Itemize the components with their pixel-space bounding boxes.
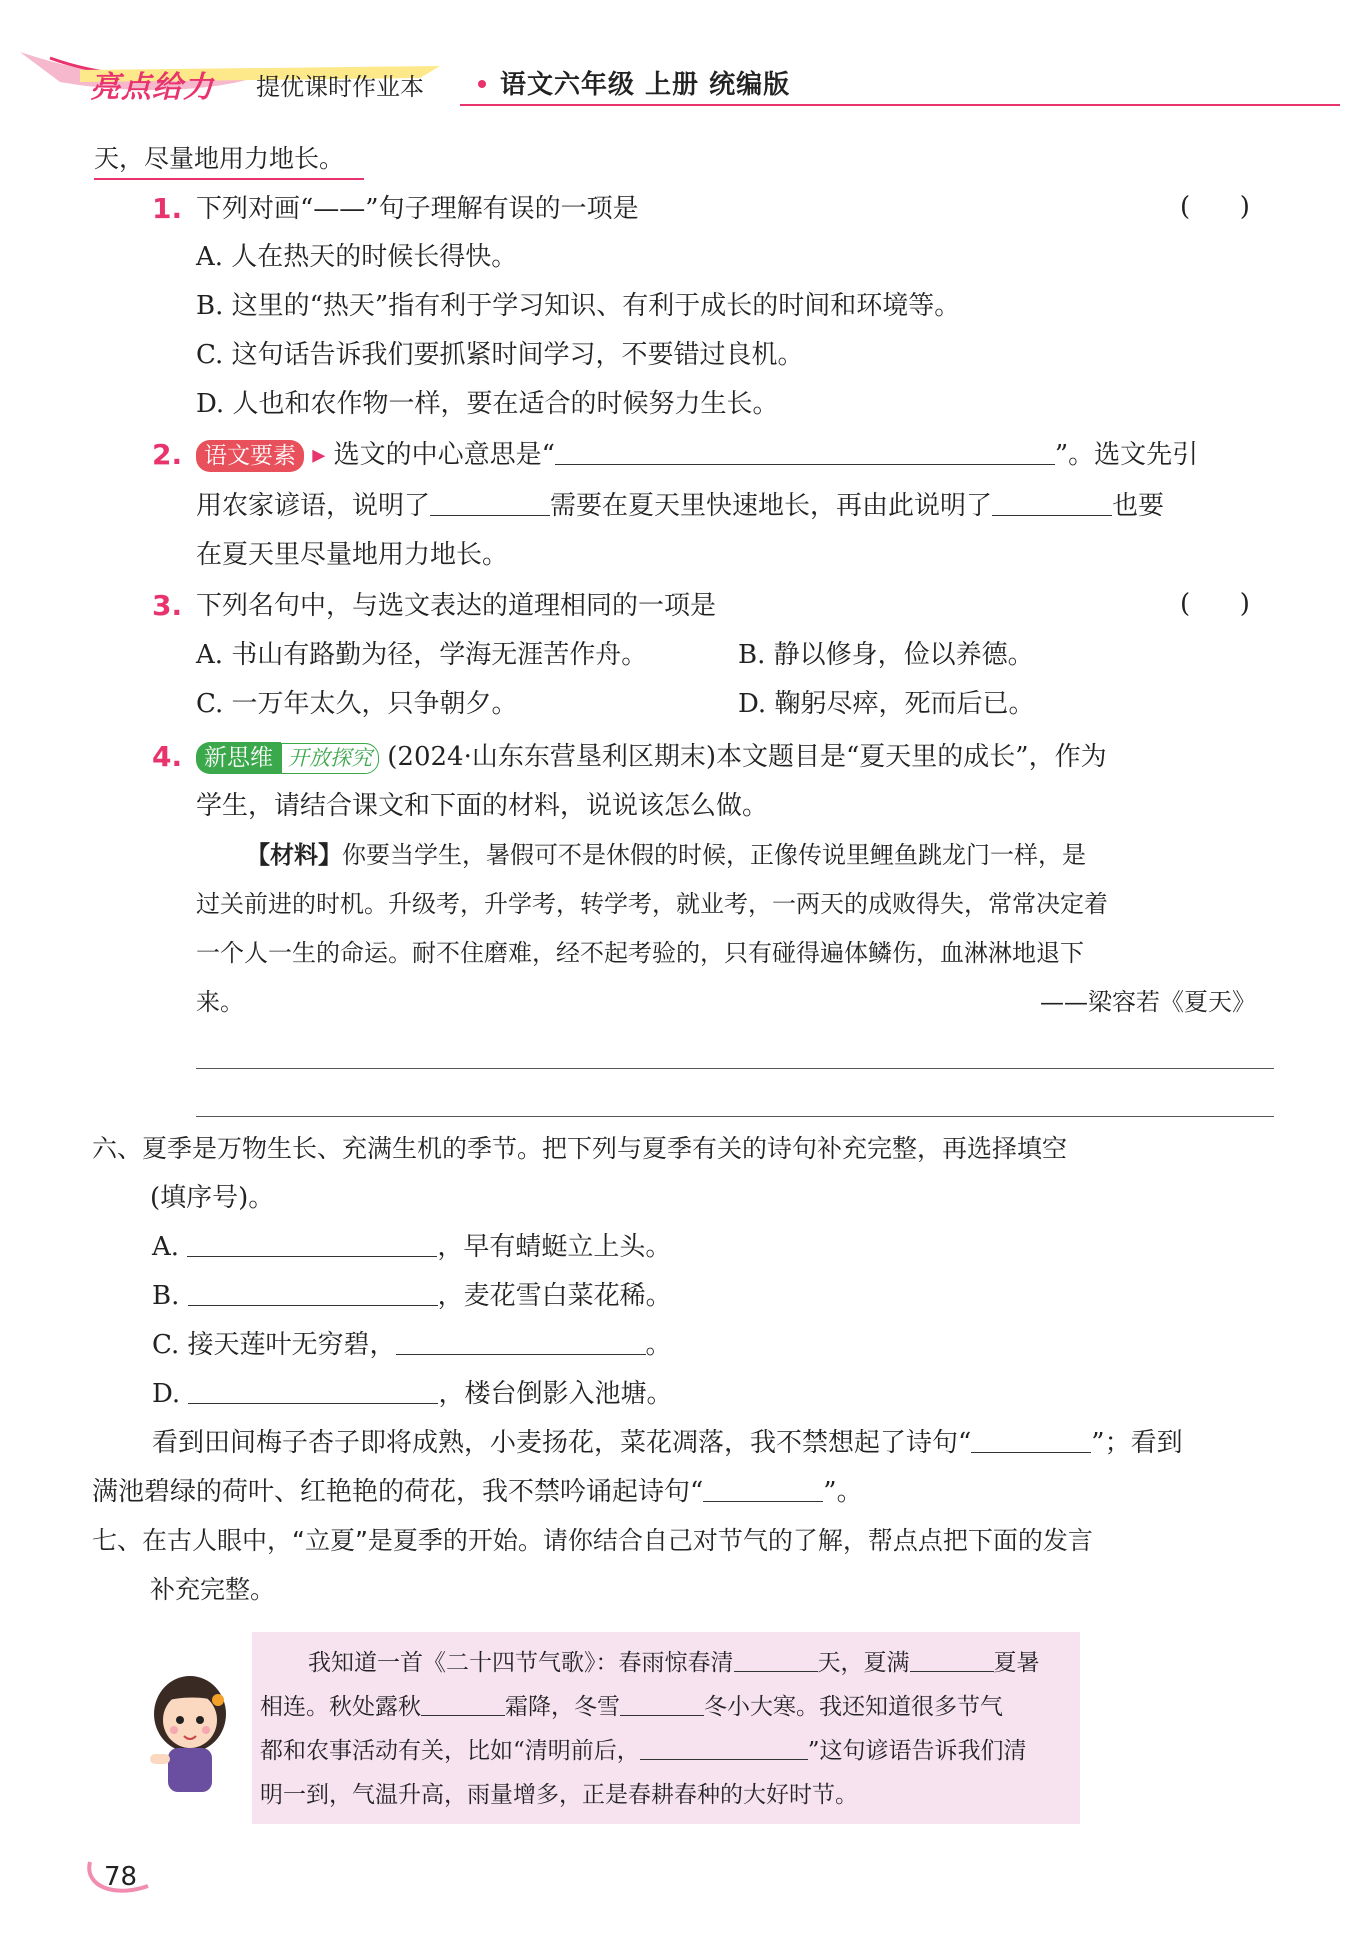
callout-blank-1[interactable] (734, 1649, 818, 1672)
callout-l3-a: 都和农事活动有关，比如“清明前后， (260, 1738, 640, 1764)
brand-subtitle: 提优课时作业本 (256, 73, 424, 101)
material-line2: 过关前进的时机。升级考，升学考，转学考，就业考，一两天的成败得失，常常决定着 (196, 890, 1108, 918)
q4-line1-text: (2024·山东东营垦利区期末)本文题目是“夏天里的成长”，作为 (387, 742, 1107, 772)
material-text-1: 你要当学生，暑假可不是休假的时候，正像传说里鲤鱼跳龙门一样，是 (342, 841, 1086, 869)
callout-l2-b: 霜降，冬雪 (505, 1694, 620, 1720)
answer-line-2[interactable] (196, 1116, 1274, 1117)
q2-blank-1[interactable] (430, 489, 550, 516)
speech-callout (252, 1632, 1080, 1824)
s6-d-tail: ，楼台倒影入池塘。 (438, 1379, 673, 1409)
q1-number: 1. (152, 192, 183, 225)
intro-underline (94, 178, 364, 180)
tag-new-thinking: 新思维 (196, 742, 281, 774)
callout-l2-a: 相连。秋处露秋 (260, 1694, 421, 1720)
q2-line3: 在夏天里尽量地用力地长。 (196, 540, 509, 570)
callout-blank-4[interactable] (620, 1693, 704, 1716)
s6-title-line1: 六、夏季是万物生长、充满生机的季节。把下列与夏季有关的诗句补充完整，再选择填空 (92, 1134, 1068, 1163)
material-line4: 来。 (196, 988, 244, 1016)
tag-arrow-icon: ▸ (312, 440, 326, 470)
header-rule (460, 104, 1340, 106)
callout-line1 (308, 1646, 1040, 1680)
q1-option-b: B. 这里的“热天”指有利于学习知识、有利于成长的时间和环境等。 (196, 291, 961, 321)
s6-p2-b: ”。 (823, 1477, 863, 1507)
callout-line3 (260, 1734, 1027, 1768)
q3-number: 3. (152, 589, 183, 622)
material-line1 (246, 838, 1086, 872)
s6-item-a (152, 1230, 671, 1264)
s7-title-line2: 补充完整。 (150, 1575, 276, 1604)
q2-line1-b: ”。选文先引 (1054, 440, 1199, 470)
s6-a-label: A. (152, 1232, 180, 1262)
s6-a-tail: ，早有蜻蜓立上头。 (437, 1232, 672, 1262)
material-label: 【材料】 (246, 841, 342, 869)
s6-b-tail: ，麦花雪白菜花稀。 (437, 1281, 672, 1311)
q4-number: 4. (152, 740, 183, 773)
avatar-girl-icon (140, 1662, 240, 1802)
s6-p1-a: 看到田间梅子杏子即将成熟，小麦扬花，菜花凋落，我不禁想起了诗句“ (152, 1428, 972, 1458)
callout-blank-3[interactable] (421, 1693, 505, 1716)
s6-item-c (152, 1328, 672, 1362)
page-header (20, 52, 1340, 112)
book-title: 语文六年级 上册 统编版 (500, 70, 791, 100)
q2-line2-b: 需要在夏天里快速地长，再由此说明了 (550, 491, 993, 521)
callout-l1-a: 我知道一首《二十四节气歌》：春雨惊春清 (308, 1650, 734, 1676)
s6-p2-a: 满池碧绿的荷叶、红艳艳的荷花，我不禁吟诵起诗句“ (92, 1477, 704, 1507)
s6-c-blank[interactable] (396, 1328, 646, 1355)
s6-item-b (152, 1279, 672, 1313)
s6-c-label: C. (152, 1330, 180, 1360)
q3-option-a: A. 书山有路勤为径，学海无涯苦作舟。 (196, 640, 648, 670)
tag-language-element: 语文要素 (196, 440, 304, 472)
q1-stem: 下列对画“——”句子理解有误的一项是 (196, 194, 639, 224)
q3-option-b: B. 静以修身，俭以养德。 (738, 640, 1034, 670)
header-dot (478, 80, 486, 88)
q1-option-c: C. 这句话告诉我们要抓紧时间学习，不要错过良机。 (196, 340, 804, 370)
s6-para-line1 (152, 1426, 1183, 1460)
q3-stem: 下列名句中，与选文表达的道理相同的一项是 (196, 591, 717, 621)
s6-p2-blank[interactable] (703, 1475, 823, 1502)
s6-d-blank[interactable] (188, 1377, 438, 1404)
q2-line1-a: 选文的中心意思是“ (333, 440, 555, 470)
s6-b-label: B. (152, 1281, 180, 1311)
s6-p1-b: ”；看到 (1091, 1428, 1183, 1458)
s6-b-blank[interactable] (188, 1279, 438, 1306)
q2-line1 (196, 438, 1198, 472)
callout-line4: 明一到，气温升高，雨量增多，正是春耕春种的大好时节。 (260, 1782, 858, 1808)
q2-blank-2[interactable] (992, 489, 1112, 516)
q2-blank-center-idea[interactable] (555, 438, 1055, 465)
q3-answer-paren[interactable]: ( ) (1180, 589, 1250, 619)
answer-line-1[interactable] (196, 1068, 1274, 1069)
tag-open-explore: 开放探究 (281, 743, 379, 774)
q2-line2-c: 也要 (1112, 491, 1165, 521)
q2-line2 (196, 489, 1164, 523)
callout-blank-5[interactable] (640, 1737, 808, 1760)
s6-c-head: 接天莲叶无穷碧， (187, 1330, 396, 1360)
page-number: 78 (104, 1862, 138, 1892)
q1-answer-paren[interactable]: ( ) (1180, 192, 1250, 222)
s6-c-tail: 。 (645, 1330, 672, 1360)
material-line3: 一个人一生的命运。耐不住磨难，经不起考验的，只有碰得遍体鳞伤，血淋淋地退下 (196, 939, 1084, 967)
s6-title-line2: (填序号)。 (150, 1183, 275, 1213)
s6-d-label: D. (152, 1379, 181, 1409)
callout-line2 (260, 1690, 1003, 1724)
callout-l1-c: 夏暑 (993, 1650, 1040, 1676)
q4-line2: 学生，请结合课文和下面的材料，说说该怎么做。 (196, 791, 769, 821)
q2-line2-a: 用农家谚语，说明了 (196, 491, 431, 521)
q3-option-d: D. 鞠躬尽瘁，死而后已。 (738, 689, 1035, 719)
callout-l1-b: 天，夏满 (817, 1650, 910, 1676)
q1-option-d: D. 人也和农作物一样，要在适合的时候努力生长。 (196, 389, 779, 419)
intro-line: 天，尽量地用力地长。 (94, 144, 345, 173)
callout-blank-2[interactable] (910, 1649, 994, 1672)
s6-p1-blank[interactable] (971, 1426, 1091, 1453)
q2-number: 2. (152, 438, 183, 471)
callout-l3-b: ”这句谚语告诉我们清 (807, 1738, 1027, 1764)
s6-para-line2 (92, 1475, 863, 1509)
callout-l2-c: 冬小大寒。我还知道很多节气 (704, 1694, 1003, 1720)
s7-title-line1: 七、在古人眼中，“立夏”是夏季的开始。请你结合自己对节气的了解，帮点点把下面的发言 (92, 1526, 1093, 1555)
q4-line1 (196, 740, 1107, 774)
s6-a-blank[interactable] (187, 1230, 437, 1257)
s6-item-d (152, 1377, 672, 1411)
q3-option-c: C. 一万年太久，只争朝夕。 (196, 689, 518, 719)
material-source: ——梁容若《夏天》 (1040, 988, 1256, 1016)
brand-logo-text: 亮点给力 (90, 70, 214, 105)
q1-option-a: A. 人在热天的时候长得快。 (196, 242, 518, 272)
